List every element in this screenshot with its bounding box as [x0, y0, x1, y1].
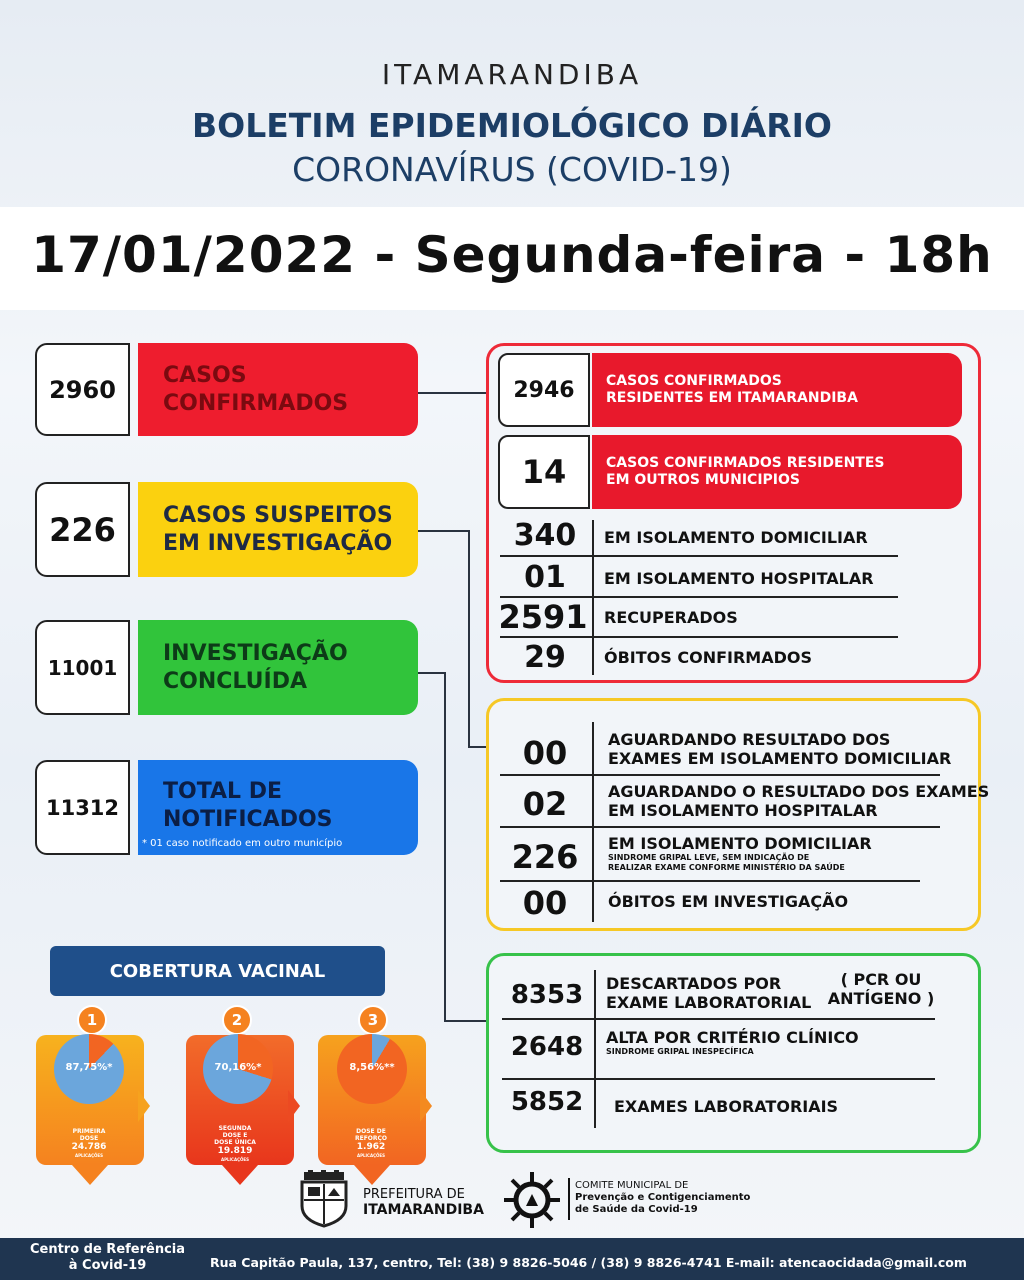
vaccine-label-1a: PRIMEIRA [72, 1128, 106, 1135]
vaccine-unit-3: APLICAÇÕES [356, 1153, 386, 1158]
isolation-home-label: EM ISOLAMENTO DOMICILIAR [604, 528, 868, 547]
discarded-value: 8353 [510, 980, 584, 1010]
vaccine-count-3: 1.962 [356, 1142, 386, 1152]
deaths-label: ÓBITOS CONFIRMADOS [604, 648, 813, 667]
concluded-label-line1: INVESTIGAÇÃO [163, 640, 348, 666]
recovered-label: RECUPERADOS [604, 608, 738, 627]
awaiting-home-line2: EXAMES EM ISOLAMENTO DOMICILIAR [608, 749, 952, 768]
suspected-rows-divider [592, 722, 594, 922]
clinical-discharge-label [606, 1028, 859, 1057]
discarded-extra1: ( PCR OU [840, 970, 922, 989]
chevron-right-icon [420, 1090, 432, 1122]
awaiting-home-value: 00 [522, 734, 568, 772]
notified-value: 11312 [35, 760, 130, 855]
suspected-home-small2: REALIZAR EXAME CONFORME MINISTÉRIO DA SAÚDE [608, 863, 845, 872]
comite-line2: Prevenção e Contigenciamento [575, 1192, 751, 1203]
suspected-value: 226 [35, 482, 130, 577]
vaccine-unit-2: APLICAÇÕES [220, 1157, 250, 1162]
footer-left-line1: Centro de Referência [29, 1242, 186, 1257]
connector-concluded-a [418, 672, 446, 1022]
footer-contact: Rua Capitão Paula, 137, centro, Tel: (38) 9 8826-5046 / (38) 9 8826-4741 E-mail: atencaocidada@gmail.com [210, 1255, 967, 1270]
suspected-home-small1: SINDROME GRIPAL LEVE, SEM INDICAÇÃO DE [608, 853, 810, 862]
connector-concluded-b [444, 1020, 486, 1022]
row-separator [502, 1018, 935, 1020]
awaiting-hospital-line2: EM ISOLAMENTO HOSPITALAR [608, 801, 878, 820]
vaccine-percent-3: 8,56%** [349, 1062, 395, 1073]
bulletin-subtitle: CORONAVÍRUS (COVID-19) [292, 150, 732, 189]
notified-footnote: * 01 caso notificado em outro município [142, 838, 343, 849]
logo-divider [568, 1178, 570, 1220]
vaccine-count-2: 19.819 [217, 1146, 253, 1156]
confirmed-label [138, 343, 418, 436]
deaths-investigation-value: 00 [522, 884, 568, 922]
vaccine-label-2 [200, 1125, 270, 1163]
suspected-home-label [608, 834, 872, 873]
awaiting-hospital-label [608, 782, 989, 820]
concluded-label [138, 620, 418, 715]
discarded-line1: DESCARTADOS POR [606, 974, 782, 993]
others-label-line2: EM OUTROS MUNICIPIOS [606, 472, 800, 488]
vaccine-card-2-pointer [222, 1165, 258, 1185]
clinical-discharge-line1: ALTA POR CRITÉRIO CLÍNICO [606, 1028, 859, 1047]
footer-center-name [10, 1242, 205, 1274]
suspected-label [138, 482, 418, 577]
notified-label-line1: TOTAL DE [163, 779, 283, 804]
vaccine-label-2b: DOSE E [222, 1132, 248, 1139]
connector-suspected-b [468, 746, 486, 748]
chevron-right-icon [288, 1090, 300, 1122]
awaiting-hospital-line1: AGUARDANDO O RESULTADO DOS EXAMES [608, 782, 990, 801]
chevron-right-icon [138, 1090, 150, 1122]
city-name: ITAMARANDIBA [381, 58, 643, 91]
discarded-line2: EXAME LABORATORIAL [606, 993, 812, 1012]
isolation-hospital-label: EM ISOLAMENTO HOSPITALAR [604, 569, 874, 588]
isolation-home-value: 340 [513, 518, 577, 553]
row-separator [502, 1078, 935, 1080]
vaccine-badge-2: 2 [222, 1005, 252, 1035]
residents-label [592, 353, 962, 427]
discarded-extra [826, 970, 936, 1008]
discarded-label [606, 974, 811, 1012]
recovered-value: 2591 [498, 598, 588, 636]
vaccine-label-3a: DOSE DE [356, 1128, 386, 1135]
vaccine-percent-1: 87,75%* [65, 1062, 113, 1073]
comite-line3: de Saúde da Covid-19 [575, 1204, 698, 1215]
concluded-rows-divider [594, 970, 596, 1128]
lab-exams-label: EXAMES LABORATORIAIS [614, 1097, 839, 1116]
awaiting-hospital-value: 02 [522, 785, 568, 823]
row-separator [500, 636, 898, 638]
awaiting-home-line1: AGUARDANDO RESULTADO DOS [608, 730, 891, 749]
concluded-label-line2: CONCLUÍDA [163, 668, 307, 694]
discarded-extra2: ANTÍGENO ) [827, 989, 935, 1008]
isolation-hospital-value: 01 [524, 560, 566, 595]
suspected-home-line1: EM ISOLAMENTO DOMICILIAR [608, 834, 872, 853]
residents-value: 2946 [498, 353, 590, 427]
deaths-investigation-label: ÓBITOS EM INVESTIGAÇÃO [608, 892, 849, 911]
residents-label-line1: CASOS CONFIRMADOS [606, 373, 782, 389]
notified-label-line2: NOTIFICADOS [163, 807, 333, 832]
vaccine-badge-3: 3 [358, 1005, 388, 1035]
awaiting-home-label [608, 730, 951, 768]
row-separator [500, 826, 940, 828]
suspected-home-value: 226 [511, 838, 579, 876]
others-value: 14 [498, 435, 590, 509]
prefeitura-line1: PREFEITURA DE [363, 1187, 465, 1202]
confirmed-value: 2960 [35, 343, 130, 436]
vaccine-label-2c: DOSE ÚNICA [214, 1139, 256, 1146]
vaccine-card-3-pointer [354, 1165, 390, 1185]
confirmed-label-line2: CONFIRMADOS [163, 390, 349, 416]
vaccine-card-1-pointer [72, 1165, 108, 1185]
deaths-value: 29 [524, 640, 566, 675]
vaccine-label-1 [54, 1128, 124, 1159]
row-separator [500, 555, 898, 557]
bulletin-date: 17/01/2022 - Segunda-feira - 18h [31, 226, 993, 284]
comite-text [575, 1180, 750, 1216]
confirmed-label-line1: CASOS [163, 362, 247, 388]
others-label-line1: CASOS CONFIRMADOS RESIDENTES [606, 455, 885, 471]
vaccine-unit-1: APLICAÇÕES [74, 1153, 104, 1158]
suspected-label-line2: EM INVESTIGAÇÃO [163, 530, 393, 556]
clinical-discharge-small1: SINDROME GRIPAL INESPECÍFICA [606, 1047, 754, 1056]
vaccine-label-1b: DOSE [79, 1135, 99, 1142]
virus-icon [502, 1170, 562, 1230]
row-separator [500, 880, 920, 882]
vaccine-title: COBERTURA VACINAL [50, 946, 385, 996]
row-separator [500, 774, 940, 776]
footer-left-line2: à Covid-19 [68, 1258, 147, 1273]
others-label [592, 435, 962, 509]
concluded-value: 11001 [35, 620, 130, 715]
vaccine-count-1: 24.786 [71, 1142, 107, 1152]
vaccine-badge-1: 1 [77, 1005, 107, 1035]
city-coat-of-arms-icon [298, 1170, 350, 1228]
prefeitura-line2: ITAMARANDIBA [363, 1202, 484, 1218]
vaccine-label-3 [336, 1128, 406, 1159]
vaccine-percent-2: 70,16%* [214, 1062, 262, 1073]
comite-line1: COMITE MUNICIPAL DE [575, 1180, 689, 1191]
lab-exams-value: 5852 [510, 1087, 584, 1117]
suspected-label-line1: CASOS SUSPEITOS [163, 502, 393, 528]
vaccine-label-2a: SEGUNDA [218, 1125, 252, 1132]
clinical-discharge-value: 2648 [510, 1032, 584, 1062]
vaccine-label-3b: REFORÇO [354, 1135, 388, 1142]
bulletin-title: BOLETIM EPIDEMIOLÓGICO DIÁRIO [192, 106, 832, 145]
residents-label-line2: RESIDENTES EM ITAMARANDIBA [606, 390, 858, 406]
